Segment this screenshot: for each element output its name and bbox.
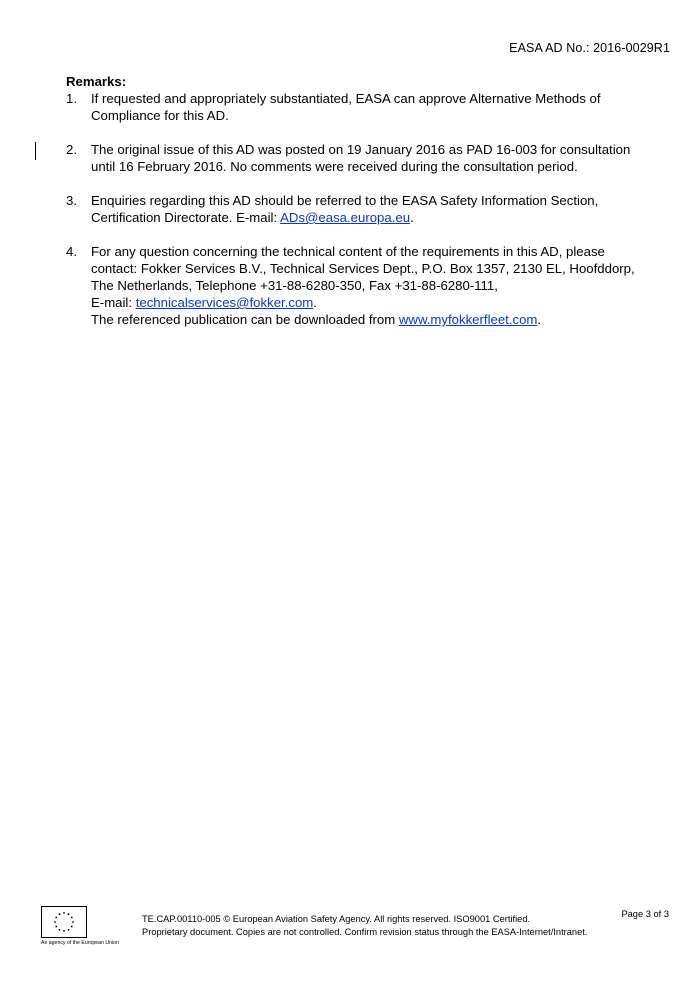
remark-line: The Netherlands, Telephone +31-88-6280-350, Fax +31-88-6280-111, xyxy=(91,278,498,293)
remark-line: The original issue of this AD was posted on 19 January 2016 as PAD 16-003 for consultation xyxy=(91,142,631,157)
remark-line-with-email xyxy=(91,209,636,226)
page-footer xyxy=(0,900,700,960)
footer-legal-text xyxy=(142,913,587,939)
eu-agency-caption: An agency of the European Union xyxy=(41,940,119,946)
email-suffix: . xyxy=(313,295,317,310)
remark-text xyxy=(91,90,636,124)
page-number: Page 3 of 3 xyxy=(621,909,669,919)
fokker-email-link[interactable]: technicalservices@fokker.com xyxy=(135,295,314,310)
remark-line: Enquiries regarding this AD should be referred to the EASA Safety Information Section, xyxy=(91,193,599,208)
remark-text xyxy=(91,192,636,226)
remark-item-1 xyxy=(66,90,636,124)
eu-flag-logo xyxy=(41,906,87,938)
easa-email-link[interactable]: ADs@easa.europa.eu xyxy=(280,210,411,225)
email-suffix: . xyxy=(410,210,414,225)
remark-text xyxy=(91,243,636,328)
remark-line: contact: Fokker Services B.V., Technical Services Dept., P.O. Box 1357, 2130 EL, Hoofddorp, xyxy=(91,261,635,276)
ad-number-header: EASA AD No.: 2016-0029R1 xyxy=(509,41,670,55)
remark-line: For any question concerning the technical content of the requirements in this AD, please xyxy=(91,244,605,259)
fokker-website-link[interactable]: www.myfokkerfleet.com xyxy=(398,312,538,327)
remark-line-with-website xyxy=(91,311,636,328)
eu-stars-icon xyxy=(42,907,86,937)
remark-number: 1. xyxy=(66,91,77,106)
remark-line: until 16 February 2016. No comments were received during the consultation period. xyxy=(91,159,578,174)
website-suffix: . xyxy=(537,312,542,327)
remark-line-with-email xyxy=(91,294,636,311)
remark-line: If requested and appropriately substantiated, EASA can approve Alternative Methods of xyxy=(91,91,601,106)
website-prefix: The referenced publication can be downloaded from xyxy=(91,312,399,327)
remark-number: 2. xyxy=(66,142,77,157)
remark-number: 3. xyxy=(66,193,77,208)
remark-number: 4. xyxy=(66,244,77,259)
remarks-title: Remarks: xyxy=(66,74,127,89)
remark-text xyxy=(91,141,636,175)
footer-line-copyright: TE.CAP.00110-005 © European Aviation Safety Agency. All rights reserved. ISO9001 Certified. xyxy=(142,914,531,924)
remark-line: Compliance for this AD. xyxy=(91,108,229,123)
remarks-section xyxy=(66,73,636,328)
email-prefix: Certification Directorate. E-mail: xyxy=(91,210,281,225)
remark-item-2 xyxy=(66,141,636,175)
remark-item-4 xyxy=(66,243,636,328)
remark-item-3 xyxy=(66,192,636,226)
revision-change-bar xyxy=(35,142,36,160)
remarks-list xyxy=(66,90,636,328)
email-prefix: E-mail: xyxy=(91,295,136,310)
footer-line-proprietary: Proprietary document. Copies are not controlled. Confirm revision status through the EASA-Internet/Intranet. xyxy=(142,927,588,937)
